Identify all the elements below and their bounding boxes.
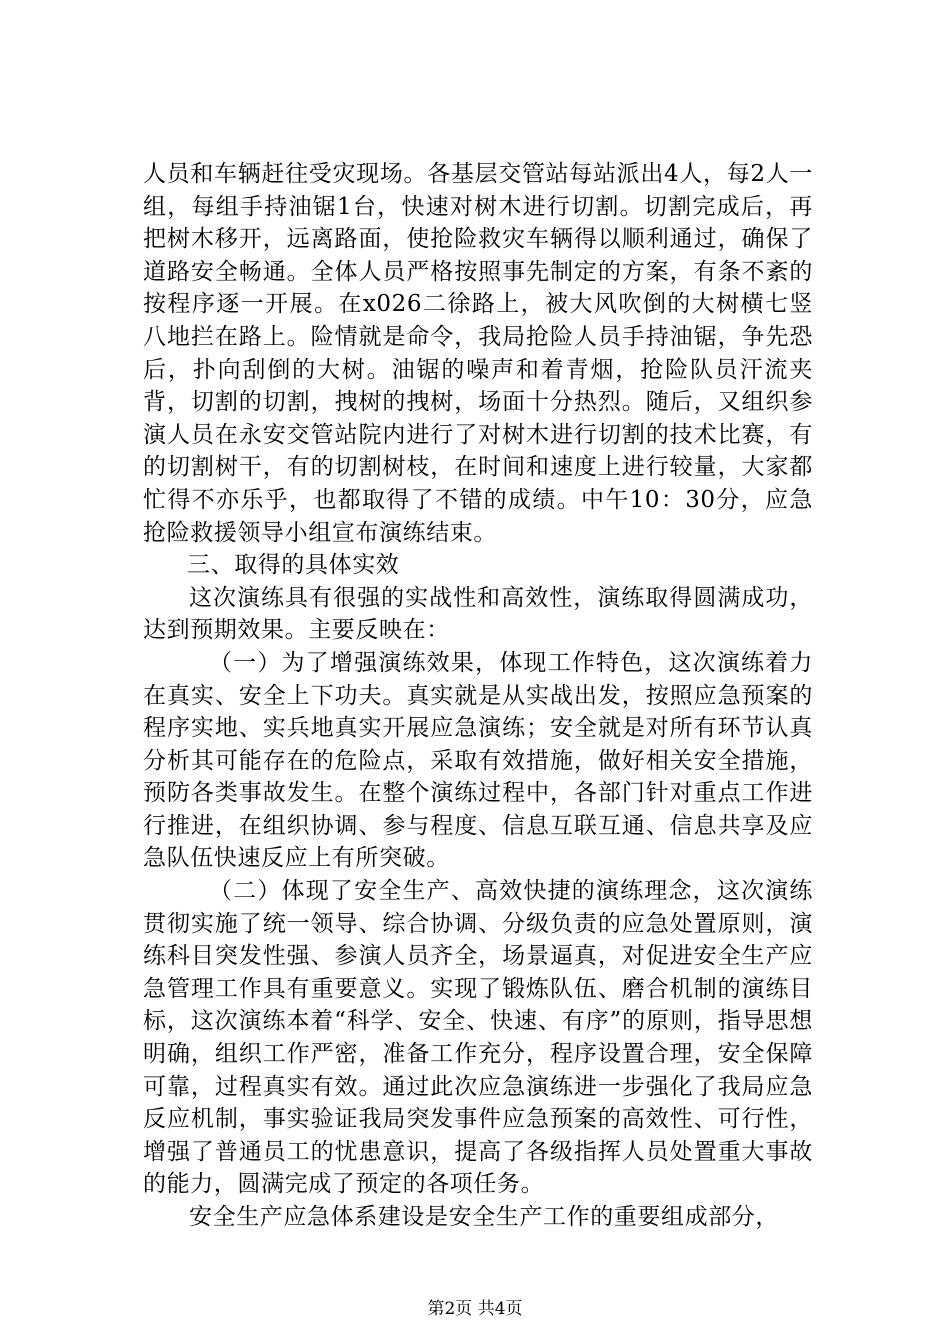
- paragraph-point-two: （二）体现了安全生产、高效快捷的演练理念，这次演练贯彻实施了统一领导、综合协调、分级负责的应急处置原则，演练科目突发性强、参演人员齐全，场景逼真，对促进安全生产应急管理工作具有重要意义。实现了锻炼队伍、磨合机制的演练目标，这次演练本着“科学、安全、快速、有序”的原则，指导思想明确，组织工作严密，准备工作充分，程序设置合理，安全保障可靠，过程真实有效。通过此次应急演练进一步强化了我局应急反应机制，事实验证我局突发事件应急预案的高效性、可行性，增强了普通员工的忧患意识，提高了各级指挥人员处置重大事故的能力，圆满完成了预定的各项任务。: [143, 878, 813, 1198]
- paragraph-conclusion-start: 安全生产应急体系建设是安全生产工作的重要组成部分，: [189, 1204, 779, 1230]
- document-body: [143, 158, 813, 1234]
- paragraph-rescue-operation: 人员和车辆赶往受灾现场。各基层交管站每站派出4人，每2人一组，每组手持油锯1台，快速对树木进行切割。切割完成后，再把树木移开，远离路面，使抢险救灾车辆得以顺利通过，确保了道路安全畅通。全体人员严格按照事先制定的方案，有条不紊的按程序逐一开展。在x026二徐路上，被大风吹倒的大树横七竖八地拦在路上。险情就是命令，我局抢险人员手持油锯，争先恐后，扑向刮倒的大树。油锯的噪声和着青烟，抢险队员汗流夹背，切割的切割，拽树的拽树，场面十分热烈。随后，又组织参演人员在永安交管站院内进行了对树木进行切割的技术比赛，有的切割树干，有的切割树枝，在时间和速度上进行较量，大家都忙得不亦乐乎，也都取得了不错的成绩。中午10：30分，应急抢险救援领导小组宣布演练结束。: [143, 161, 813, 546]
- paragraph-results-intro: 这次演练具有很强的实战性和高效性，演练取得圆满成功，达到预期效果。主要反映在：: [143, 584, 813, 644]
- page-number-footer: 第2页 共4页: [427, 1299, 523, 1319]
- paragraph-point-one: （一）为了增强演练效果，体现工作特色，这次演练着力在真实、安全上下功夫。真实就是从实战出发，按照应急预案的程序实地、实兵地真实开展应急演练；安全就是对所有环节认真分析其可能存在的危险点，采取有效措施，做好相关安全措施，预防各类事故发生。在整个演练过程中，各部门针对重点工作进行推进，在组织协调、参与程度、信息互联互通、信息共享及应急队伍快速反应上有所突破。: [143, 649, 813, 872]
- section-heading-results: 三、取得的具体实效: [187, 552, 400, 579]
